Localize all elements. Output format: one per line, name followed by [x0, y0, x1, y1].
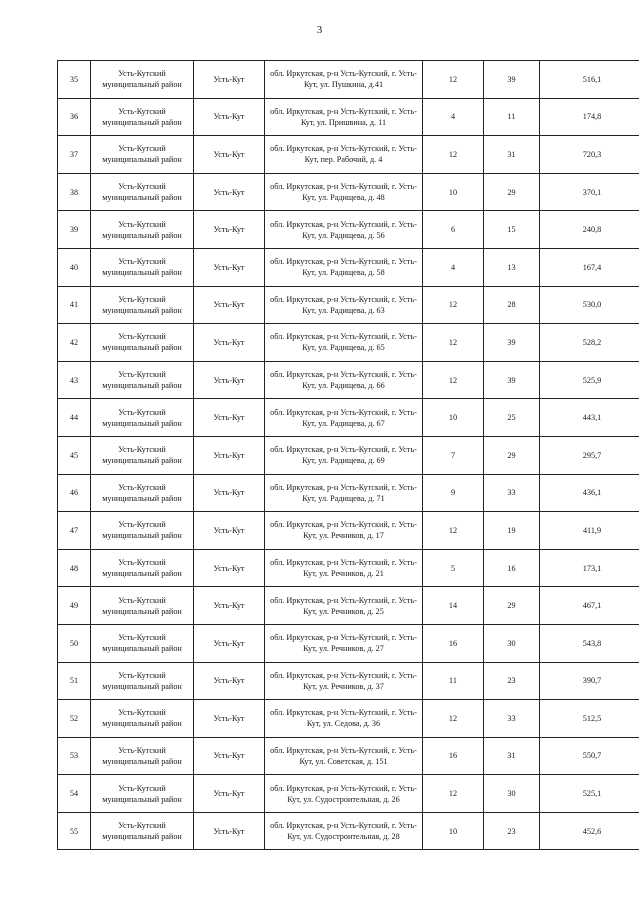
row-number-cell: 37: [58, 136, 91, 174]
table-row: [58, 286, 639, 324]
flats-cell: 30: [484, 775, 540, 813]
address-cell: обл. Иркутская, р-н Усть-Кутский, г. Усть-Кут, пер. Рабочий, д. 4: [265, 136, 423, 174]
flats-cell: 23: [484, 662, 540, 700]
area-cell: 443,1: [540, 399, 639, 437]
row-number-cell: 35: [58, 61, 91, 99]
address-cell: обл. Иркутская, р-н Усть-Кутский, г. Усть-Кут, ул. Радищева, д. 56: [265, 211, 423, 249]
floors-cell: 14: [423, 587, 484, 625]
row-number-cell: 43: [58, 361, 91, 399]
flats-cell: 29: [484, 436, 540, 474]
table-row: [58, 512, 639, 550]
flats-cell: 25: [484, 399, 540, 437]
flats-cell: 23: [484, 812, 540, 850]
row-number-cell: 54: [58, 775, 91, 813]
city-cell: Усть-Кут: [194, 662, 265, 700]
flats-cell: 16: [484, 549, 540, 587]
district-cell: Усть-Кутский муниципальный район: [91, 700, 194, 738]
area-cell: 167,4: [540, 248, 639, 286]
row-number-cell: 49: [58, 587, 91, 625]
area-cell: 543,8: [540, 624, 639, 662]
district-cell: Усть-Кутский муниципальный район: [91, 775, 194, 813]
city-cell: Усть-Кут: [194, 361, 265, 399]
area-cell: 436,1: [540, 474, 639, 512]
flats-cell: 31: [484, 136, 540, 174]
floors-cell: 5: [423, 549, 484, 587]
district-cell: Усть-Кутский муниципальный район: [91, 587, 194, 625]
row-number-cell: 44: [58, 399, 91, 437]
table-row: [58, 775, 639, 813]
address-cell: обл. Иркутская, р-н Усть-Кутский, г. Усть-Кут, ул. Речников, д. 27: [265, 624, 423, 662]
address-cell: обл. Иркутская, р-н Усть-Кутский, г. Усть-Кут, ул. Радищева, д. 67: [265, 399, 423, 437]
address-cell: обл. Иркутская, р-н Усть-Кутский, г. Усть-Кут, ул. Радищева, д. 65: [265, 324, 423, 362]
floors-cell: 12: [423, 700, 484, 738]
city-cell: Усть-Кут: [194, 737, 265, 775]
flats-cell: 11: [484, 98, 540, 136]
area-cell: 173,1: [540, 549, 639, 587]
table-row: [58, 662, 639, 700]
area-cell: 720,3: [540, 136, 639, 174]
district-cell: Усть-Кутский муниципальный район: [91, 737, 194, 775]
floors-cell: 12: [423, 324, 484, 362]
city-cell: Усть-Кут: [194, 436, 265, 474]
city-cell: Усть-Кут: [194, 812, 265, 850]
row-number-cell: 55: [58, 812, 91, 850]
area-cell: 370,1: [540, 173, 639, 211]
floors-cell: 4: [423, 98, 484, 136]
city-cell: Усть-Кут: [194, 324, 265, 362]
floors-cell: 12: [423, 775, 484, 813]
city-cell: Усть-Кут: [194, 173, 265, 211]
address-cell: обл. Иркутская, р-н Усть-Кутский, г. Усть-Кут, ул. Советская, д. 151: [265, 737, 423, 775]
city-cell: Усть-Кут: [194, 136, 265, 174]
flats-cell: 39: [484, 324, 540, 362]
district-cell: Усть-Кутский муниципальный район: [91, 812, 194, 850]
area-cell: 525,9: [540, 361, 639, 399]
district-cell: Усть-Кутский муниципальный район: [91, 624, 194, 662]
table-row: [58, 436, 639, 474]
city-cell: Усть-Кут: [194, 474, 265, 512]
table-row: [58, 399, 639, 437]
floors-cell: 11: [423, 662, 484, 700]
address-cell: обл. Иркутская, р-н Усть-Кутский, г. Усть-Кут, ул. Речников, д. 21: [265, 549, 423, 587]
address-cell: обл. Иркутская, р-н Усть-Кутский, г. Усть-Кут, ул. Седова, д. 36: [265, 700, 423, 738]
page-number: 3: [316, 24, 323, 36]
row-number-cell: 38: [58, 173, 91, 211]
row-number-cell: 39: [58, 211, 91, 249]
flats-cell: 39: [484, 61, 540, 99]
address-cell: обл. Иркутская, р-н Усть-Кутский, г. Усть-Кут, ул. Радищева, д. 66: [265, 361, 423, 399]
flats-cell: 29: [484, 587, 540, 625]
address-cell: обл. Иркутская, р-н Усть-Кутский, г. Усть-Кут, ул. Речников, д. 37: [265, 662, 423, 700]
row-number-cell: 46: [58, 474, 91, 512]
floors-cell: 12: [423, 512, 484, 550]
district-cell: Усть-Кутский муниципальный район: [91, 399, 194, 437]
address-cell: обл. Иркутская, р-н Усть-Кутский, г. Усть-Кут, ул. Пришвина, д. 11: [265, 98, 423, 136]
address-cell: обл. Иркутская, р-н Усть-Кутский, г. Усть-Кут, ул. Речников, д. 25: [265, 587, 423, 625]
housing-table-body: [58, 61, 639, 850]
district-cell: Усть-Кутский муниципальный район: [91, 61, 194, 99]
floors-cell: 12: [423, 61, 484, 99]
address-cell: обл. Иркутская, р-н Усть-Кутский, г. Усть-Кут, ул. Пушкина, д.41: [265, 61, 423, 99]
address-cell: обл. Иркутская, р-н Усть-Кутский, г. Усть-Кут, ул. Судостроительная, д. 28: [265, 812, 423, 850]
table-row: [58, 61, 639, 99]
flats-cell: 33: [484, 700, 540, 738]
district-cell: Усть-Кутский муниципальный район: [91, 98, 194, 136]
table-row: [58, 324, 639, 362]
floors-cell: 7: [423, 436, 484, 474]
floors-cell: 10: [423, 173, 484, 211]
table-row: [58, 812, 639, 850]
floors-cell: 12: [423, 361, 484, 399]
area-cell: 525,1: [540, 775, 639, 813]
flats-cell: 19: [484, 512, 540, 550]
city-cell: Усть-Кут: [194, 399, 265, 437]
area-cell: 512,5: [540, 700, 639, 738]
area-cell: 452,6: [540, 812, 639, 850]
area-cell: 174,8: [540, 98, 639, 136]
area-cell: 550,7: [540, 737, 639, 775]
district-cell: Усть-Кутский муниципальный район: [91, 662, 194, 700]
table-row: [58, 474, 639, 512]
area-cell: 411,9: [540, 512, 639, 550]
floors-cell: 4: [423, 248, 484, 286]
flats-cell: 33: [484, 474, 540, 512]
city-cell: Усть-Кут: [194, 286, 265, 324]
flats-cell: 29: [484, 173, 540, 211]
area-cell: 240,8: [540, 211, 639, 249]
row-number-cell: 50: [58, 624, 91, 662]
city-cell: Усть-Кут: [194, 211, 265, 249]
flats-cell: 31: [484, 737, 540, 775]
flats-cell: 39: [484, 361, 540, 399]
district-cell: Усть-Кутский муниципальный район: [91, 211, 194, 249]
floors-cell: 16: [423, 737, 484, 775]
row-number-cell: 53: [58, 737, 91, 775]
district-cell: Усть-Кутский муниципальный район: [91, 248, 194, 286]
table-row: [58, 173, 639, 211]
floors-cell: 12: [423, 136, 484, 174]
table-row: [58, 136, 639, 174]
district-cell: Усть-Кутский муниципальный район: [91, 324, 194, 362]
flats-cell: 15: [484, 211, 540, 249]
table-row: [58, 700, 639, 738]
table-row: [58, 624, 639, 662]
table-row: [58, 211, 639, 249]
row-number-cell: 40: [58, 248, 91, 286]
housing-table: [57, 60, 639, 850]
table-row: [58, 248, 639, 286]
row-number-cell: 52: [58, 700, 91, 738]
area-cell: 516,1: [540, 61, 639, 99]
address-cell: обл. Иркутская, р-н Усть-Кутский, г. Усть-Кут, ул. Радищева, д. 71: [265, 474, 423, 512]
floors-cell: 12: [423, 286, 484, 324]
city-cell: Усть-Кут: [194, 512, 265, 550]
row-number-cell: 48: [58, 549, 91, 587]
table-row: [58, 737, 639, 775]
city-cell: Усть-Кут: [194, 624, 265, 662]
flats-cell: 13: [484, 248, 540, 286]
row-number-cell: 36: [58, 98, 91, 136]
floors-cell: 6: [423, 211, 484, 249]
floors-cell: 10: [423, 399, 484, 437]
address-cell: обл. Иркутская, р-н Усть-Кутский, г. Усть-Кут, ул. Радищева, д. 69: [265, 436, 423, 474]
city-cell: Усть-Кут: [194, 775, 265, 813]
district-cell: Усть-Кутский муниципальный район: [91, 436, 194, 474]
row-number-cell: 45: [58, 436, 91, 474]
area-cell: 467,1: [540, 587, 639, 625]
flats-cell: 28: [484, 286, 540, 324]
flats-cell: 30: [484, 624, 540, 662]
row-number-cell: 47: [58, 512, 91, 550]
address-cell: обл. Иркутская, р-н Усть-Кутский, г. Усть-Кут, ул. Радищева, д. 63: [265, 286, 423, 324]
address-cell: обл. Иркутская, р-н Усть-Кутский, г. Усть-Кут, ул. Радищева, д. 48: [265, 173, 423, 211]
floors-cell: 9: [423, 474, 484, 512]
table-row: [58, 361, 639, 399]
district-cell: Усть-Кутский муниципальный район: [91, 361, 194, 399]
address-cell: обл. Иркутская, р-н Усть-Кутский, г. Усть-Кут, ул. Радищева, д. 58: [265, 248, 423, 286]
area-cell: 528,2: [540, 324, 639, 362]
row-number-cell: 41: [58, 286, 91, 324]
address-cell: обл. Иркутская, р-н Усть-Кутский, г. Усть-Кут, ул. Судостроительная, д. 26: [265, 775, 423, 813]
floors-cell: 16: [423, 624, 484, 662]
table-row: [58, 98, 639, 136]
row-number-cell: 42: [58, 324, 91, 362]
area-cell: 530,0: [540, 286, 639, 324]
area-cell: 295,7: [540, 436, 639, 474]
district-cell: Усть-Кутский муниципальный район: [91, 136, 194, 174]
address-cell: обл. Иркутская, р-н Усть-Кутский, г. Усть-Кут, ул. Речников, д. 17: [265, 512, 423, 550]
district-cell: Усть-Кутский муниципальный район: [91, 474, 194, 512]
district-cell: Усть-Кутский муниципальный район: [91, 286, 194, 324]
city-cell: Усть-Кут: [194, 248, 265, 286]
city-cell: Усть-Кут: [194, 549, 265, 587]
district-cell: Усть-Кутский муниципальный район: [91, 173, 194, 211]
district-cell: Усть-Кутский муниципальный район: [91, 512, 194, 550]
area-cell: 390,7: [540, 662, 639, 700]
city-cell: Усть-Кут: [194, 61, 265, 99]
city-cell: Усть-Кут: [194, 98, 265, 136]
table-row: [58, 549, 639, 587]
row-number-cell: 51: [58, 662, 91, 700]
district-cell: Усть-Кутский муниципальный район: [91, 549, 194, 587]
table-row: [58, 587, 639, 625]
city-cell: Усть-Кут: [194, 587, 265, 625]
city-cell: Усть-Кут: [194, 700, 265, 738]
floors-cell: 10: [423, 812, 484, 850]
